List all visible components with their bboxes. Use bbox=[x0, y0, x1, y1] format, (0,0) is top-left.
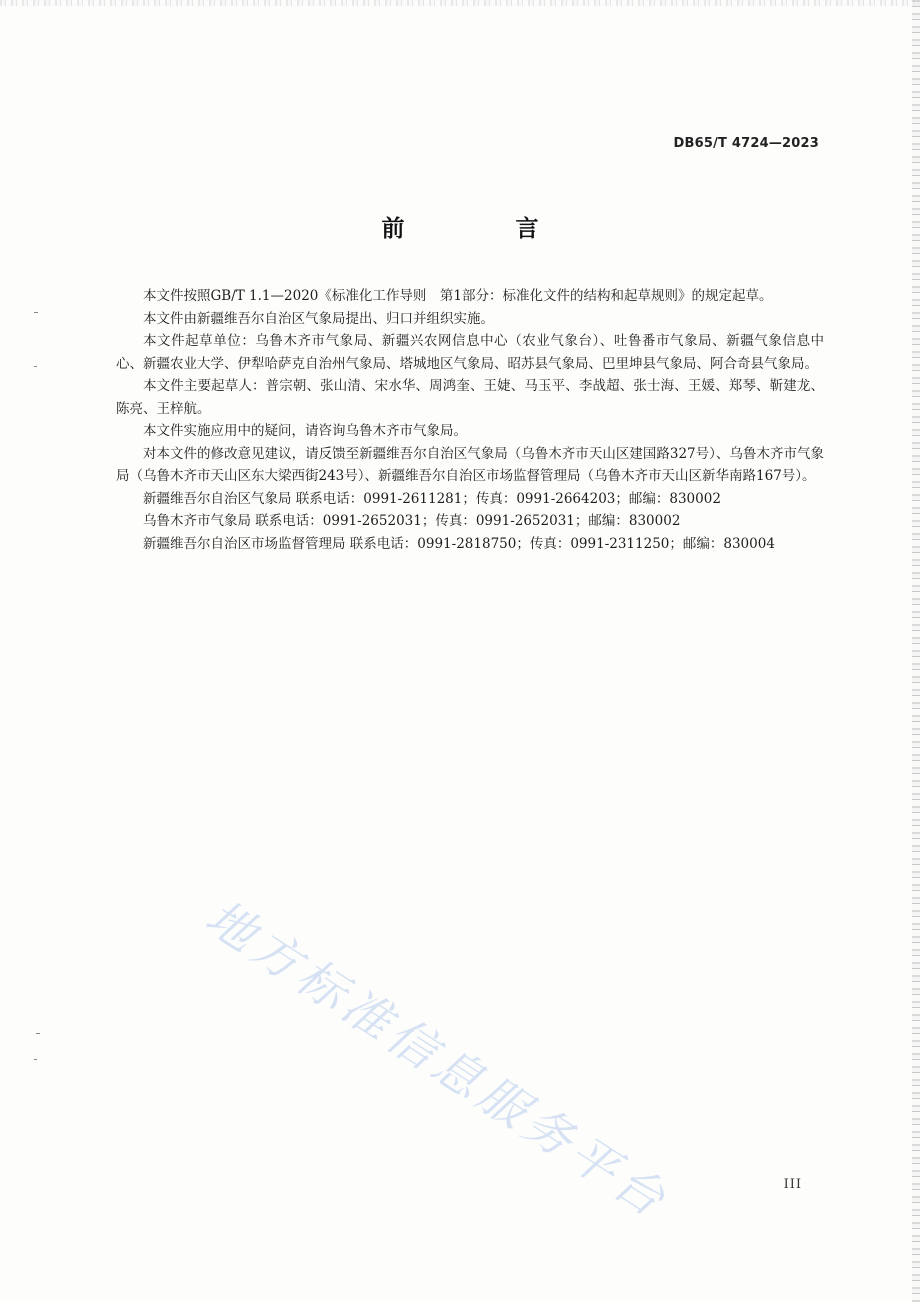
page-title: 前 言 bbox=[381, 216, 583, 242]
scan-speck bbox=[34, 1059, 37, 1060]
watermark-text: 地方标准信息服务平台 bbox=[195, 889, 679, 1231]
contact-line-regional-bureau: 新疆维吾尔自治区气象局 联系电话：0991-2611281；传真：0991-2664203；邮编：830002 bbox=[143, 490, 721, 507]
paragraph-proposer: 本文件由新疆维吾尔自治区气象局提出、归口并组织实施。 bbox=[143, 310, 494, 327]
page-number: III bbox=[783, 1177, 802, 1192]
contact-line-market-regulation: 新疆维吾尔自治区市场监督管理局 联系电话：0991-2818750；传真：0991-2311250；邮编：830004 bbox=[143, 535, 775, 552]
paragraph-drafting-rules: 本文件按照GB/T 1.1—2020《标准化工作导则 第1部分：标准化文件的结构和起草规则》的规定起草。 bbox=[143, 288, 773, 304]
paragraph-inquiries: 本文件实施应用中的疑问，请咨询乌鲁木齐市气象局。 bbox=[143, 423, 467, 439]
paragraph-feedback: 对本文件的修改意见建议，请反馈至新疆维吾尔自治区气象局（乌鲁木齐市天山区建国路327号）、乌鲁木齐市气象局（乌鲁木齐市天山区东大梁西街243号）、新疆维吾尔自治区市场监督管理局（乌鲁木齐市天山区新华南路167号）。 bbox=[116, 445, 824, 484]
paragraph-drafting-units: 本文件起草单位：乌鲁木齐市气象局、新疆兴农网信息中心（农业气象台）、吐鲁番市气象局、新疆气象信息中心、新疆农业大学、伊犁哈萨克自治州气象局、塔城地区气象局、昭苏县气象局、巴里坤县气象局、阿合奇县气象局。 bbox=[116, 333, 824, 372]
foreword-body bbox=[116, 285, 824, 555]
scan-speck bbox=[36, 1033, 40, 1034]
paragraph-drafters: 本文件主要起草人：普宗朝、张山清、宋水华、周鸿奎、王婕、马玉平、李战超、张士海、王媛、郑琴、靳建龙、陈亮、王梓航。 bbox=[116, 378, 824, 417]
scan-speck bbox=[34, 366, 37, 367]
scan-edge-right bbox=[912, 0, 920, 1302]
scan-edge-top bbox=[0, 0, 920, 6]
contact-line-urumqi-bureau: 乌鲁木齐市气象局 联系电话：0991-2652031；传真：0991-2652031；邮编：830002 bbox=[143, 513, 681, 529]
scan-speck bbox=[34, 312, 38, 313]
standard-number: DB65/T 4724—2023 bbox=[673, 136, 819, 151]
